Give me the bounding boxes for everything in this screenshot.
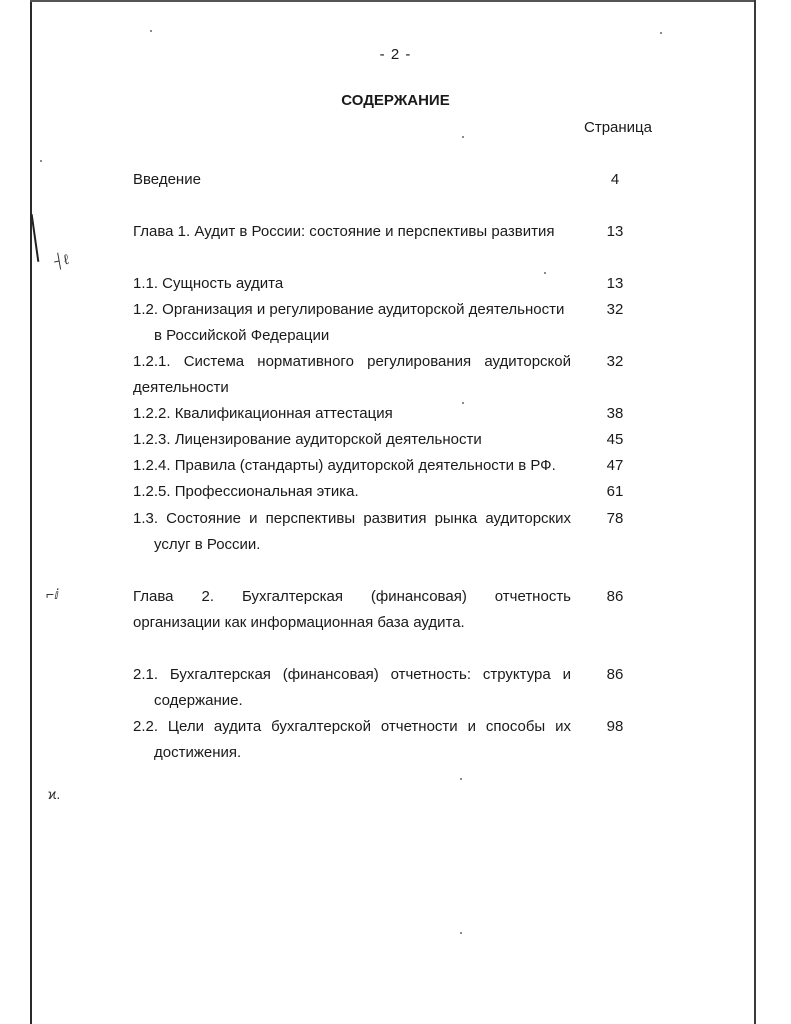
toc-entry-continuation: в Российской Федерации <box>154 327 330 344</box>
toc-entry-1-1 <box>133 271 571 297</box>
toc-page-number: 98 <box>606 718 624 735</box>
page-title: СОДЕРЖАНИЕ <box>341 92 450 109</box>
toc-entry-text: 1.3. Состояние и перспективы развития рынка аудиторских <box>133 510 571 527</box>
toc-page-number: 32 <box>606 301 624 318</box>
toc-entry-text: 1.2.3. Лицензирование аудиторской деятельности <box>133 431 482 448</box>
scan-speck <box>460 932 462 934</box>
page-column-header: Страница <box>584 119 652 136</box>
toc-entry-continuation: деятельности <box>133 379 229 396</box>
toc-entry-text: 1.2.4. Правила (стандарты) аудиторской деятельности в РФ. <box>133 457 556 474</box>
page-number: - 2 - <box>379 46 412 63</box>
toc-entry-1-2-2 <box>133 401 571 427</box>
margin-handwritten-mark: ϰ. <box>48 786 61 802</box>
scan-speck <box>460 778 462 780</box>
toc-entry-1-2-3 <box>133 427 571 453</box>
toc-entry-continuation: организации как информационная база аудита. <box>133 614 465 631</box>
scan-speck <box>40 160 42 162</box>
toc-entry-introduction <box>133 167 571 193</box>
toc-entry-text: Глава 2. Бухгалтерская (финансовая) отчетность <box>133 588 571 605</box>
scan-speck <box>150 30 152 32</box>
toc-entry-chapter-2 <box>133 584 571 636</box>
toc-page-number: 47 <box>606 457 624 474</box>
scan-top-border <box>30 0 755 2</box>
toc-entry-text: 1.2.1. Система нормативного регулирования аудиторской <box>133 353 571 370</box>
toc-page-number: 61 <box>606 483 624 500</box>
toc-entry-1-3 <box>133 506 571 558</box>
scan-speck <box>660 32 662 34</box>
toc-entry-continuation: достижения. <box>154 744 242 761</box>
toc-page-number: 13 <box>606 275 624 292</box>
scan-speck <box>462 136 464 138</box>
toc-page-number: 86 <box>606 588 624 605</box>
toc-entry-1-2 <box>133 297 571 349</box>
toc-entry-text: Глава 1. Аудит в России: состояние и перспективы развития <box>133 223 555 240</box>
toc-entry-text: Введение <box>133 171 201 188</box>
toc-entry-2-1 <box>133 662 571 714</box>
toc-entry-continuation: содержание. <box>154 692 243 709</box>
toc-entry-chapter-1 <box>133 219 571 245</box>
toc-entry-text: 1.2.5. Профессиональная этика. <box>133 483 359 500</box>
toc-entry-text: 1.2.2. Квалификационная аттестация <box>133 405 393 422</box>
scan-left-border <box>30 0 32 1024</box>
toc-entry-1-2-5 <box>133 479 571 505</box>
toc-entry-text: 2.2. Цели аудита бухгалтерской отчетности и способы их <box>133 718 571 735</box>
toc-entry-text: 1.1. Сущность аудита <box>133 275 284 292</box>
toc-entry-text: 1.2. Организация и регулирование аудиторской деятельности <box>133 301 565 318</box>
toc-page-number: 38 <box>606 405 624 422</box>
toc-entry-1-2-1 <box>133 349 571 401</box>
toc-page-number: 32 <box>606 353 624 370</box>
toc-page-number: 86 <box>606 666 624 683</box>
scan-right-border <box>754 0 756 1024</box>
toc-entry-text: 2.1. Бухгалтерская (финансовая) отчетность: структура и <box>133 666 571 683</box>
toc-entry-continuation: услуг в России. <box>154 536 261 553</box>
margin-handwritten-mark: ⌐ⅈ <box>46 586 60 602</box>
margin-handwritten-mark: ┤ℓ <box>52 250 70 270</box>
toc-entry-1-2-4 <box>133 453 571 479</box>
toc-page-number: 78 <box>606 510 624 527</box>
toc-page-number: 13 <box>606 223 624 240</box>
toc-page-number: 45 <box>606 431 624 448</box>
toc-page-number: 4 <box>610 171 620 188</box>
toc-entry-2-2 <box>133 714 571 766</box>
